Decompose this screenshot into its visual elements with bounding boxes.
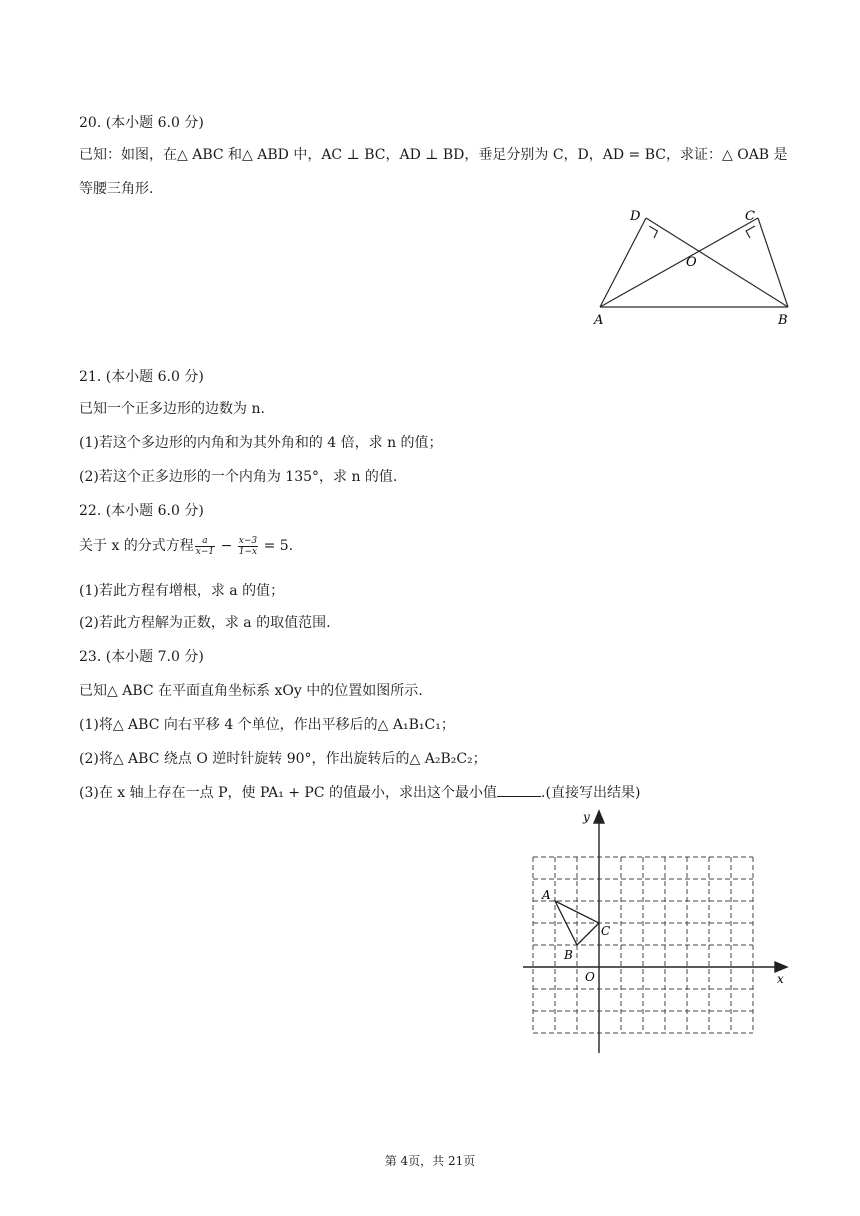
segment-cb xyxy=(758,218,788,307)
q21-part2: (2)若这个正多边形的一个内角为 135°，求 n 的值. xyxy=(79,469,398,485)
label-a: A xyxy=(594,313,604,328)
segment-ac xyxy=(600,218,758,307)
label-d: D xyxy=(630,209,641,224)
fraction-2 xyxy=(238,536,258,557)
q23-statement: 已知△ ABC 在平面直角坐标系 xOy 中的位置如图所示. xyxy=(79,683,423,699)
segment-db xyxy=(646,218,788,307)
fraction-2-numerator: x−3 xyxy=(238,535,258,546)
label-b: B xyxy=(778,313,788,328)
fraction-1-denominator: x−1 xyxy=(195,546,215,557)
equation-rhs: = 5. xyxy=(263,538,294,554)
q20-statement-cont: 等腰三角形. xyxy=(79,181,154,197)
label-c: C xyxy=(601,924,611,938)
q23-part1: (1)将△ ABC 向右平移 4 个单位，作出平移后的△ A₁B₁C₁； xyxy=(79,717,455,733)
right-angle-mark-c xyxy=(746,226,755,238)
q21-header: 21. (本小题 6.0 分) xyxy=(79,369,204,385)
label-origin: O xyxy=(585,970,595,984)
label-y: y xyxy=(583,810,590,824)
y-axis-arrow-icon xyxy=(594,811,604,823)
q22-part1: (1)若此方程有增根，求 a 的值； xyxy=(79,583,285,599)
fraction-2-denominator: 1−x xyxy=(238,546,258,557)
page-footer: 第 4页，共 21页 xyxy=(384,1154,476,1168)
label-x: x xyxy=(777,972,784,986)
label-a: A xyxy=(542,888,551,902)
q23-part3-prefix: (3)在 x 轴上存在一点 P，使 PA₁ + PC 的值最小，求出这个最小值 xyxy=(79,785,498,801)
minus-sign: − xyxy=(220,538,233,554)
label-o: O xyxy=(686,255,697,270)
q21-part1: (1)若这个多边形的内角和为其外角和的 4 倍，求 n 的值； xyxy=(79,435,443,451)
q20-header: 20. (本小题 6.0 分) xyxy=(79,115,204,131)
q23-coordinate-figure xyxy=(515,805,795,1060)
q22-part2: (2)若此方程解为正数，求 a 的取值范围. xyxy=(79,615,331,631)
right-angle-mark-d xyxy=(649,226,657,238)
q23-header: 23. (本小题 7.0 分) xyxy=(79,649,204,665)
q20-statement: 已知：如图，在△ ABC 和△ ABD 中，AC ⊥ BC，AD ⊥ BD，垂足分别为 C，D，AD = BC，求证：△ OAB 是 xyxy=(79,147,788,163)
dashed-grid xyxy=(533,857,753,1033)
q20-figure xyxy=(590,200,810,330)
x-axis-arrow-icon xyxy=(775,962,787,972)
q23-part3 xyxy=(79,784,640,802)
fraction-1 xyxy=(195,536,215,557)
fraction-1-numerator: a xyxy=(195,536,215,547)
q22-intro: 关于 x 的分式方程 xyxy=(79,538,194,554)
q22-equation xyxy=(79,534,293,558)
answer-blank xyxy=(497,784,541,797)
label-b: B xyxy=(564,948,573,962)
q23-part2: (2)将△ ABC 绕点 O 逆时针旋转 90°，作出旋转后的△ A₂B₂C₂； xyxy=(79,751,487,767)
q23-part3-suffix: .(直接写出结果) xyxy=(541,785,641,801)
label-c: C xyxy=(745,209,755,224)
q21-statement: 已知一个正多边形的边数为 n. xyxy=(79,401,265,417)
q22-header: 22. (本小题 6.0 分) xyxy=(79,503,204,519)
